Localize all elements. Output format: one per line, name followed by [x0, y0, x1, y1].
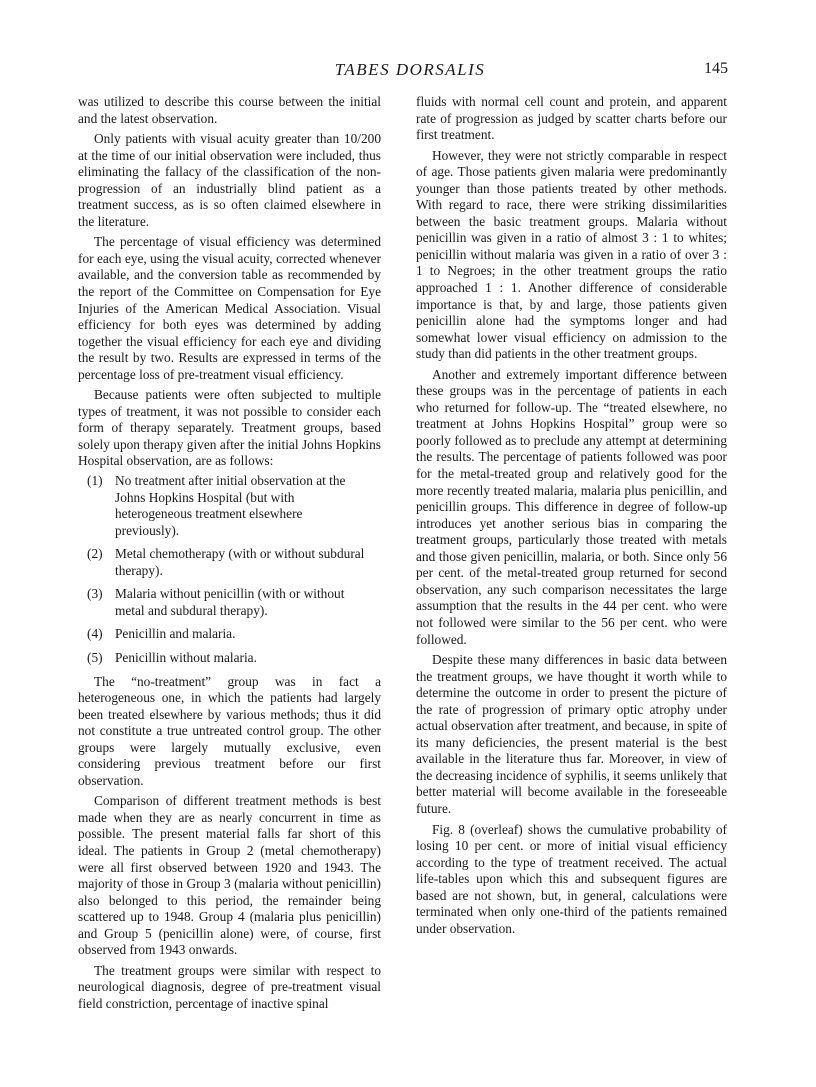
list-item: [78, 650, 381, 667]
page-header: [92, 60, 728, 84]
running-title: TABES DORSALIS: [334, 60, 486, 79]
paragraph: Because patients were often subjected to multiple types of treatment, it was not possible to consider each form of therapy separately. Treatment groups, based solely upon therapy given after the initial Johns Hopkins Hospital observation, are as follows:: [78, 387, 381, 469]
list-item: [78, 546, 381, 579]
paragraph: Comparison of different treatment methods is best made when they are as nearly concurrent in time as possible. The present material falls far short of this ideal. The patients in Group 2 (metal chemotherapy) were all first observed between 1920 and 1943. The majority of those in Group 3 (malaria without penicillin) also belonged to this period, the remainder being scattered up to 1948. Group 4 (malaria plus penicillin) and Group 5 (penicillin alone) were, of course, first observed from 1943 onwards.: [78, 793, 381, 958]
paragraph: The percentage of visual efficiency was determined for each eye, using the visual acuity, corrected whenever available, and the conversion table as recommended by the report of the Committee on Compensation for Eye Injuries of the American Medical Association. Visual efficiency for both eyes was determined by adding together the visual efficiency for each eye and dividing the result by two. Results are expressed in terms of the percentage loss of pre-treatment visual efficiency.: [78, 234, 381, 382]
paragraph: Despite these many differences in basic data between the treatment groups, we have thought it worth while to determine the outcome in order to present the picture of the rate of progression of primary optic atrophy under actual observation after treatment, and because, in spite of its many deficiencies, the present material is the best available in the literature thus far. Moreover, in view of the decreasing incidence of syphilis, it seems unlikely that better material will become available in the foreseeable future.: [416, 652, 727, 816]
list-number: (5): [87, 649, 103, 665]
treatment-group-list: [78, 473, 381, 666]
list-number: (3): [87, 586, 103, 602]
paragraph: was utilized to describe this course between the initial and the latest observation.: [78, 94, 381, 126]
list-number: (1): [87, 473, 103, 489]
list-number: (4): [87, 626, 103, 642]
paragraph: fluids with normal cell count and protein, and apparent rate of progression as judged by scatter charts before our first treatment.: [416, 94, 727, 143]
list-item-text: No treatment after initial observation at the Johns Hopkins Hospital (but with heterogeneous treatment elsewhere previously).: [115, 473, 346, 538]
list-item-text: Metal chemotherapy (with or without subdural therapy).: [115, 546, 365, 578]
paragraph: However, they were not strictly comparable in respect of age. Those patients given malaria were predominantly younger than those patients treated by other methods. With regard to race, there were striking dissimilarities between the basic treatment groups. Malaria without penicillin was given in a ratio of almost 3 : 1 to whites; penicillin without malaria was given in a ratio of over 3 : 1 to Negroes; in the other treatment groups the ratio approached 1 : 1. Another difference of considerable importance is that, by and large, those patients given penicillin alone had the symptoms longer and had somewhat lower visual efficiency on admission to the study than did patients in the other treatment groups.: [416, 147, 727, 362]
list-item-text: Malaria without penicillin (with or without metal and subdural therapy).: [115, 586, 345, 618]
paragraph: The treatment groups were similar with respect to neurological diagnosis, degree of pre-treatment visual field constriction, percentage of inactive spinal: [78, 962, 381, 1011]
list-item-text: Penicillin and malaria.: [115, 626, 236, 642]
list-number: (2): [87, 546, 103, 562]
paragraph: Fig. 8 (overleaf) shows the cumulative probability of losing 10 per cent. or more of initial visual efficiency according to the type of treatment received. The actual life-tables upon which this and subsequent figures are based are not shown, but, in general, calculations were terminated when only one-third of the patients remained under observation.: [416, 821, 727, 936]
left-column: [78, 94, 381, 1016]
page-number: 145: [704, 60, 728, 77]
list-item: [78, 586, 381, 619]
right-column: [416, 94, 727, 941]
paragraph: Another and extremely important difference between these groups was in the percentage of patients in each who returned for follow-up. The “treated elsewhere, no treatment at Johns Hopkins Hospital” group were so poorly followed as to preclude any attempt at determining the results. The percentage of patients followed was poor for the metal-treated group and relatively good for the more recently treated malaria, malaria plus penicillin, and penicillin groups. This difference in degree of follow-up introduces yet another serious bias in comparing the treatment groups, particularly those treated with metals and those given penicillin, malaria, or both. Since only 56 per cent. of the metal-treated group returned for second observation, any such comparison necessitates the large assumption that the results in the 44 per cent. who were not followed were similar to the 56 per cent. who were followed.: [416, 366, 727, 647]
list-item: [78, 473, 381, 539]
list-item: [78, 626, 381, 643]
list-item-text: Penicillin without malaria.: [115, 649, 257, 665]
paragraph: The “no-treatment” group was in fact a heterogeneous one, in which the patients had largely been treated elsewhere by various methods; thus it did not constitute a true untreated control group. The other groups were largely mutually exclusive, even considering previous treatment before our first observation.: [78, 673, 381, 788]
paragraph: Only patients with visual acuity greater than 10/200 at the time of our initial observation were included, thus eliminating the fallacy of the classification of the non-progression of an industrially blind patient as a treatment success, as is so often claimed elsewhere in the literature.: [78, 131, 381, 229]
